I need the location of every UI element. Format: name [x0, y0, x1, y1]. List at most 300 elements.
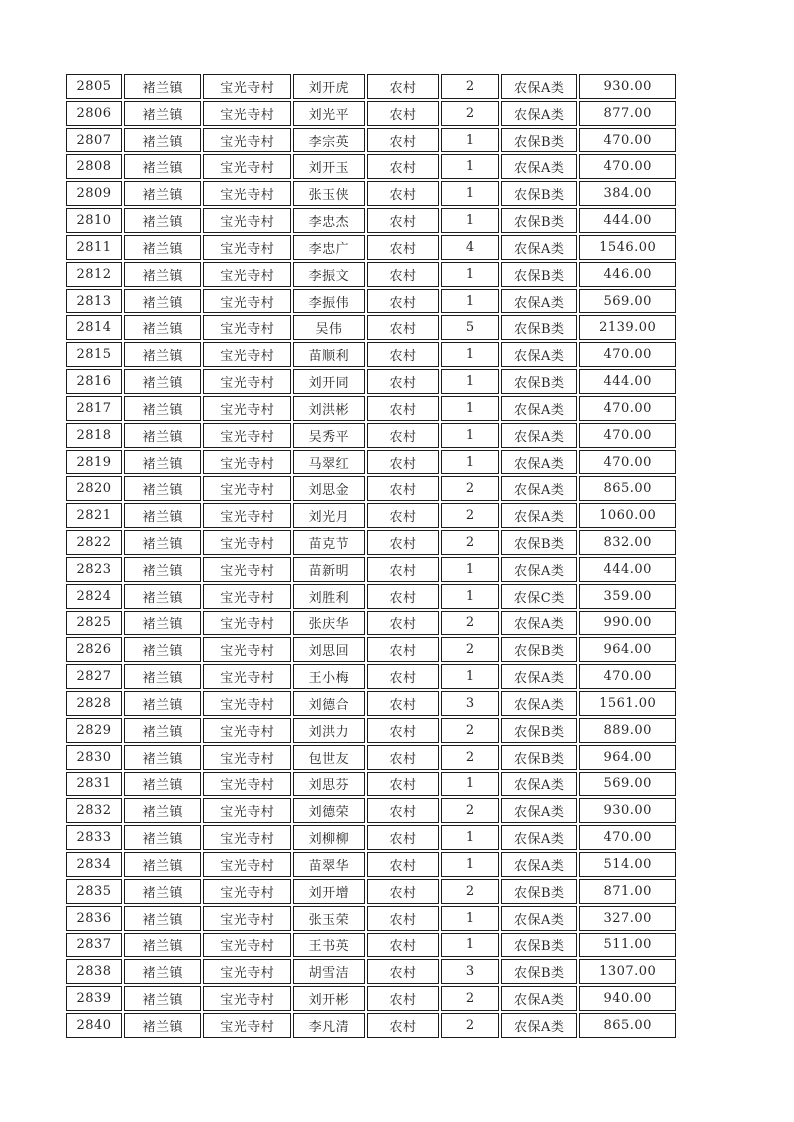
person-count-cell: 2 [441, 879, 499, 904]
amount-cell: 569.00 [579, 289, 676, 314]
village-cell: 宝光寺村 [203, 557, 291, 582]
insurance-category-cell: 农保B类 [501, 959, 577, 984]
person-count-cell: 1 [441, 772, 499, 797]
residence-type-cell: 农村 [367, 986, 440, 1011]
residence-type-cell: 农村 [367, 879, 440, 904]
insurance-category-cell: 农保B类 [501, 879, 577, 904]
town-cell: 褚兰镇 [124, 503, 201, 528]
roster-table [64, 72, 678, 1040]
insurance-category-cell: 农保A类 [501, 852, 577, 877]
serial-cell: 2830 [66, 745, 122, 770]
serial-cell: 2828 [66, 691, 122, 716]
serial-cell: 2835 [66, 879, 122, 904]
village-cell: 宝光寺村 [203, 235, 291, 260]
table-row [66, 691, 676, 716]
serial-cell: 2814 [66, 315, 122, 340]
town-cell: 褚兰镇 [124, 128, 201, 153]
village-cell: 宝光寺村 [203, 423, 291, 448]
table-row [66, 369, 676, 394]
name-cell: 马翠红 [293, 450, 365, 475]
insurance-category-cell: 农保A类 [501, 664, 577, 689]
residence-type-cell: 农村 [367, 289, 440, 314]
town-cell: 褚兰镇 [124, 476, 201, 501]
residence-type-cell: 农村 [367, 852, 440, 877]
amount-cell: 327.00 [579, 906, 676, 931]
table-row [66, 315, 676, 340]
person-count-cell: 1 [441, 450, 499, 475]
residence-type-cell: 农村 [367, 262, 440, 287]
village-cell: 宝光寺村 [203, 262, 291, 287]
town-cell: 褚兰镇 [124, 772, 201, 797]
residence-type-cell: 农村 [367, 315, 440, 340]
person-count-cell: 1 [441, 342, 499, 367]
village-cell: 宝光寺村 [203, 691, 291, 716]
table-row [66, 906, 676, 931]
village-cell: 宝光寺村 [203, 396, 291, 421]
village-cell: 宝光寺村 [203, 718, 291, 743]
amount-cell: 470.00 [579, 154, 676, 179]
table-row [66, 825, 676, 850]
residence-type-cell: 农村 [367, 557, 440, 582]
town-cell: 褚兰镇 [124, 101, 201, 126]
insurance-category-cell: 农保A类 [501, 235, 577, 260]
residence-type-cell: 农村 [367, 396, 440, 421]
insurance-category-cell: 农保B类 [501, 933, 577, 958]
table-row [66, 289, 676, 314]
amount-cell: 964.00 [579, 745, 676, 770]
residence-type-cell: 农村 [367, 1013, 440, 1038]
insurance-category-cell: 农保A类 [501, 450, 577, 475]
table-row [66, 933, 676, 958]
name-cell: 刘开同 [293, 369, 365, 394]
amount-cell: 877.00 [579, 101, 676, 126]
serial-cell: 2807 [66, 128, 122, 153]
table-row [66, 611, 676, 636]
amount-cell: 446.00 [579, 262, 676, 287]
insurance-category-cell: 农保A类 [501, 557, 577, 582]
serial-cell: 2837 [66, 933, 122, 958]
amount-cell: 964.00 [579, 637, 676, 662]
amount-cell: 1546.00 [579, 235, 676, 260]
name-cell: 李忠广 [293, 235, 365, 260]
person-count-cell: 2 [441, 530, 499, 555]
name-cell: 张玉侠 [293, 181, 365, 206]
person-count-cell: 2 [441, 476, 499, 501]
serial-cell: 2829 [66, 718, 122, 743]
insurance-category-cell: 农保C类 [501, 584, 577, 609]
person-count-cell: 1 [441, 181, 499, 206]
village-cell: 宝光寺村 [203, 933, 291, 958]
residence-type-cell: 农村 [367, 664, 440, 689]
roster-table-body [66, 74, 676, 1038]
amount-cell: 384.00 [579, 181, 676, 206]
insurance-category-cell: 农保A类 [501, 503, 577, 528]
amount-cell: 1307.00 [579, 959, 676, 984]
person-count-cell: 1 [441, 664, 499, 689]
amount-cell: 470.00 [579, 128, 676, 153]
serial-cell: 2822 [66, 530, 122, 555]
town-cell: 褚兰镇 [124, 315, 201, 340]
insurance-category-cell: 农保A类 [501, 772, 577, 797]
residence-type-cell: 农村 [367, 181, 440, 206]
serial-cell: 2839 [66, 986, 122, 1011]
amount-cell: 930.00 [579, 74, 676, 99]
serial-cell: 2827 [66, 664, 122, 689]
serial-cell: 2833 [66, 825, 122, 850]
person-count-cell: 2 [441, 798, 499, 823]
town-cell: 褚兰镇 [124, 745, 201, 770]
amount-cell: 940.00 [579, 986, 676, 1011]
village-cell: 宝光寺村 [203, 289, 291, 314]
town-cell: 褚兰镇 [124, 235, 201, 260]
residence-type-cell: 农村 [367, 637, 440, 662]
table-row [66, 718, 676, 743]
name-cell: 刘思回 [293, 637, 365, 662]
table-row [66, 74, 676, 99]
name-cell: 王小梅 [293, 664, 365, 689]
amount-cell: 444.00 [579, 369, 676, 394]
amount-cell: 470.00 [579, 664, 676, 689]
town-cell: 褚兰镇 [124, 181, 201, 206]
person-count-cell: 3 [441, 691, 499, 716]
serial-cell: 2836 [66, 906, 122, 931]
residence-type-cell: 农村 [367, 959, 440, 984]
village-cell: 宝光寺村 [203, 637, 291, 662]
amount-cell: 832.00 [579, 530, 676, 555]
town-cell: 褚兰镇 [124, 664, 201, 689]
serial-cell: 2808 [66, 154, 122, 179]
village-cell: 宝光寺村 [203, 74, 291, 99]
village-cell: 宝光寺村 [203, 664, 291, 689]
amount-cell: 871.00 [579, 879, 676, 904]
table-row [66, 986, 676, 1011]
table-row [66, 879, 676, 904]
town-cell: 褚兰镇 [124, 986, 201, 1011]
village-cell: 宝光寺村 [203, 208, 291, 233]
residence-type-cell: 农村 [367, 798, 440, 823]
insurance-category-cell: 农保A类 [501, 342, 577, 367]
town-cell: 褚兰镇 [124, 637, 201, 662]
residence-type-cell: 农村 [367, 718, 440, 743]
table-row [66, 959, 676, 984]
name-cell: 刘开增 [293, 879, 365, 904]
person-count-cell: 5 [441, 315, 499, 340]
person-count-cell: 2 [441, 718, 499, 743]
village-cell: 宝光寺村 [203, 315, 291, 340]
insurance-category-cell: 农保A类 [501, 611, 577, 636]
village-cell: 宝光寺村 [203, 128, 291, 153]
serial-cell: 2806 [66, 101, 122, 126]
table-row [66, 476, 676, 501]
insurance-category-cell: 农保B类 [501, 637, 577, 662]
table-row [66, 557, 676, 582]
person-count-cell: 1 [441, 396, 499, 421]
insurance-category-cell: 农保B类 [501, 530, 577, 555]
town-cell: 褚兰镇 [124, 825, 201, 850]
name-cell: 李忠杰 [293, 208, 365, 233]
town-cell: 褚兰镇 [124, 450, 201, 475]
insurance-category-cell: 农保A类 [501, 289, 577, 314]
person-count-cell: 2 [441, 74, 499, 99]
serial-cell: 2821 [66, 503, 122, 528]
name-cell: 苗顺利 [293, 342, 365, 367]
name-cell: 刘思金 [293, 476, 365, 501]
serial-cell: 2840 [66, 1013, 122, 1038]
town-cell: 褚兰镇 [124, 959, 201, 984]
insurance-category-cell: 农保A类 [501, 154, 577, 179]
person-count-cell: 1 [441, 933, 499, 958]
table-row [66, 664, 676, 689]
village-cell: 宝光寺村 [203, 450, 291, 475]
insurance-category-cell: 农保A类 [501, 101, 577, 126]
person-count-cell: 1 [441, 557, 499, 582]
table-row [66, 450, 676, 475]
village-cell: 宝光寺村 [203, 584, 291, 609]
name-cell: 包世友 [293, 745, 365, 770]
residence-type-cell: 农村 [367, 128, 440, 153]
name-cell: 李振文 [293, 262, 365, 287]
town-cell: 褚兰镇 [124, 879, 201, 904]
town-cell: 褚兰镇 [124, 611, 201, 636]
table-row [66, 637, 676, 662]
insurance-category-cell: 农保A类 [501, 1013, 577, 1038]
residence-type-cell: 农村 [367, 611, 440, 636]
insurance-category-cell: 农保B类 [501, 745, 577, 770]
residence-type-cell: 农村 [367, 476, 440, 501]
village-cell: 宝光寺村 [203, 369, 291, 394]
serial-cell: 2805 [66, 74, 122, 99]
name-cell: 刘德合 [293, 691, 365, 716]
town-cell: 褚兰镇 [124, 74, 201, 99]
table-row [66, 1013, 676, 1038]
town-cell: 褚兰镇 [124, 289, 201, 314]
name-cell: 刘光平 [293, 101, 365, 126]
name-cell: 刘开虎 [293, 74, 365, 99]
town-cell: 褚兰镇 [124, 557, 201, 582]
table-row [66, 396, 676, 421]
insurance-category-cell: 农保B类 [501, 262, 577, 287]
town-cell: 褚兰镇 [124, 342, 201, 367]
residence-type-cell: 农村 [367, 208, 440, 233]
person-count-cell: 2 [441, 637, 499, 662]
person-count-cell: 2 [441, 611, 499, 636]
insurance-category-cell: 农保B类 [501, 369, 577, 394]
name-cell: 刘德荣 [293, 798, 365, 823]
residence-type-cell: 农村 [367, 584, 440, 609]
serial-cell: 2825 [66, 611, 122, 636]
table-row [66, 798, 676, 823]
name-cell: 李振伟 [293, 289, 365, 314]
serial-cell: 2816 [66, 369, 122, 394]
table-row [66, 342, 676, 367]
town-cell: 褚兰镇 [124, 530, 201, 555]
name-cell: 苗克节 [293, 530, 365, 555]
serial-cell: 2824 [66, 584, 122, 609]
table-row [66, 852, 676, 877]
person-count-cell: 1 [441, 906, 499, 931]
name-cell: 胡雪洁 [293, 959, 365, 984]
person-count-cell: 1 [441, 154, 499, 179]
town-cell: 褚兰镇 [124, 369, 201, 394]
person-count-cell: 2 [441, 1013, 499, 1038]
amount-cell: 889.00 [579, 718, 676, 743]
serial-cell: 2823 [66, 557, 122, 582]
amount-cell: 444.00 [579, 208, 676, 233]
person-count-cell: 4 [441, 235, 499, 260]
town-cell: 褚兰镇 [124, 718, 201, 743]
residence-type-cell: 农村 [367, 235, 440, 260]
village-cell: 宝光寺村 [203, 798, 291, 823]
insurance-category-cell: 农保B类 [501, 181, 577, 206]
residence-type-cell: 农村 [367, 530, 440, 555]
serial-cell: 2831 [66, 772, 122, 797]
village-cell: 宝光寺村 [203, 906, 291, 931]
table-row [66, 772, 676, 797]
town-cell: 褚兰镇 [124, 396, 201, 421]
table-row [66, 154, 676, 179]
table-row [66, 181, 676, 206]
amount-cell: 1561.00 [579, 691, 676, 716]
village-cell: 宝光寺村 [203, 101, 291, 126]
village-cell: 宝光寺村 [203, 745, 291, 770]
insurance-category-cell: 农保A类 [501, 396, 577, 421]
name-cell: 张玉荣 [293, 906, 365, 931]
village-cell: 宝光寺村 [203, 959, 291, 984]
village-cell: 宝光寺村 [203, 1013, 291, 1038]
name-cell: 刘洪力 [293, 718, 365, 743]
residence-type-cell: 农村 [367, 423, 440, 448]
name-cell: 张庆华 [293, 611, 365, 636]
town-cell: 褚兰镇 [124, 154, 201, 179]
insurance-category-cell: 农保A类 [501, 798, 577, 823]
town-cell: 褚兰镇 [124, 691, 201, 716]
residence-type-cell: 农村 [367, 369, 440, 394]
serial-cell: 2812 [66, 262, 122, 287]
residence-type-cell: 农村 [367, 906, 440, 931]
village-cell: 宝光寺村 [203, 772, 291, 797]
residence-type-cell: 农村 [367, 745, 440, 770]
residence-type-cell: 农村 [367, 154, 440, 179]
insurance-category-cell: 农保B类 [501, 128, 577, 153]
amount-cell: 569.00 [579, 772, 676, 797]
name-cell: 刘思芬 [293, 772, 365, 797]
village-cell: 宝光寺村 [203, 825, 291, 850]
residence-type-cell: 农村 [367, 772, 440, 797]
person-count-cell: 3 [441, 959, 499, 984]
table-row [66, 584, 676, 609]
serial-cell: 2834 [66, 852, 122, 877]
town-cell: 褚兰镇 [124, 423, 201, 448]
residence-type-cell: 农村 [367, 933, 440, 958]
amount-cell: 470.00 [579, 450, 676, 475]
table-row [66, 128, 676, 153]
village-cell: 宝光寺村 [203, 530, 291, 555]
town-cell: 褚兰镇 [124, 852, 201, 877]
serial-cell: 2809 [66, 181, 122, 206]
amount-cell: 470.00 [579, 825, 676, 850]
name-cell: 李宗英 [293, 128, 365, 153]
person-count-cell: 1 [441, 423, 499, 448]
residence-type-cell: 农村 [367, 74, 440, 99]
serial-cell: 2838 [66, 959, 122, 984]
insurance-category-cell: 农保A类 [501, 423, 577, 448]
name-cell: 刘开彬 [293, 986, 365, 1011]
town-cell: 褚兰镇 [124, 584, 201, 609]
amount-cell: 514.00 [579, 852, 676, 877]
insurance-category-cell: 农保A类 [501, 986, 577, 1011]
table-row [66, 101, 676, 126]
village-cell: 宝光寺村 [203, 879, 291, 904]
name-cell: 刘光月 [293, 503, 365, 528]
town-cell: 褚兰镇 [124, 1013, 201, 1038]
serial-cell: 2811 [66, 235, 122, 260]
person-count-cell: 1 [441, 208, 499, 233]
amount-cell: 865.00 [579, 1013, 676, 1038]
amount-cell: 470.00 [579, 396, 676, 421]
village-cell: 宝光寺村 [203, 476, 291, 501]
name-cell: 李凡清 [293, 1013, 365, 1038]
table-row [66, 745, 676, 770]
person-count-cell: 1 [441, 825, 499, 850]
insurance-category-cell: 农保B类 [501, 718, 577, 743]
person-count-cell: 2 [441, 101, 499, 126]
insurance-category-cell: 农保A类 [501, 906, 577, 931]
serial-cell: 2832 [66, 798, 122, 823]
person-count-cell: 2 [441, 503, 499, 528]
amount-cell: 470.00 [579, 423, 676, 448]
insurance-category-cell: 农保A类 [501, 825, 577, 850]
person-count-cell: 1 [441, 584, 499, 609]
serial-cell: 2813 [66, 289, 122, 314]
table-row [66, 262, 676, 287]
amount-cell: 511.00 [579, 933, 676, 958]
name-cell: 刘柳柳 [293, 825, 365, 850]
amount-cell: 359.00 [579, 584, 676, 609]
serial-cell: 2818 [66, 423, 122, 448]
amount-cell: 1060.00 [579, 503, 676, 528]
serial-cell: 2819 [66, 450, 122, 475]
serial-cell: 2817 [66, 396, 122, 421]
amount-cell: 930.00 [579, 798, 676, 823]
name-cell: 苗翠华 [293, 852, 365, 877]
residence-type-cell: 农村 [367, 825, 440, 850]
person-count-cell: 1 [441, 289, 499, 314]
village-cell: 宝光寺村 [203, 154, 291, 179]
insurance-category-cell: 农保B类 [501, 208, 577, 233]
town-cell: 褚兰镇 [124, 208, 201, 233]
town-cell: 褚兰镇 [124, 798, 201, 823]
town-cell: 褚兰镇 [124, 933, 201, 958]
name-cell: 刘胜利 [293, 584, 365, 609]
residence-type-cell: 农村 [367, 450, 440, 475]
table-row [66, 530, 676, 555]
person-count-cell: 2 [441, 745, 499, 770]
person-count-cell: 1 [441, 852, 499, 877]
amount-cell: 444.00 [579, 557, 676, 582]
serial-cell: 2815 [66, 342, 122, 367]
table-row [66, 208, 676, 233]
amount-cell: 990.00 [579, 611, 676, 636]
name-cell: 吴秀平 [293, 423, 365, 448]
town-cell: 褚兰镇 [124, 262, 201, 287]
insurance-category-cell: 农保B类 [501, 315, 577, 340]
amount-cell: 470.00 [579, 342, 676, 367]
serial-cell: 2810 [66, 208, 122, 233]
serial-cell: 2826 [66, 637, 122, 662]
person-count-cell: 1 [441, 369, 499, 394]
amount-cell: 865.00 [579, 476, 676, 501]
insurance-category-cell: 农保A类 [501, 74, 577, 99]
